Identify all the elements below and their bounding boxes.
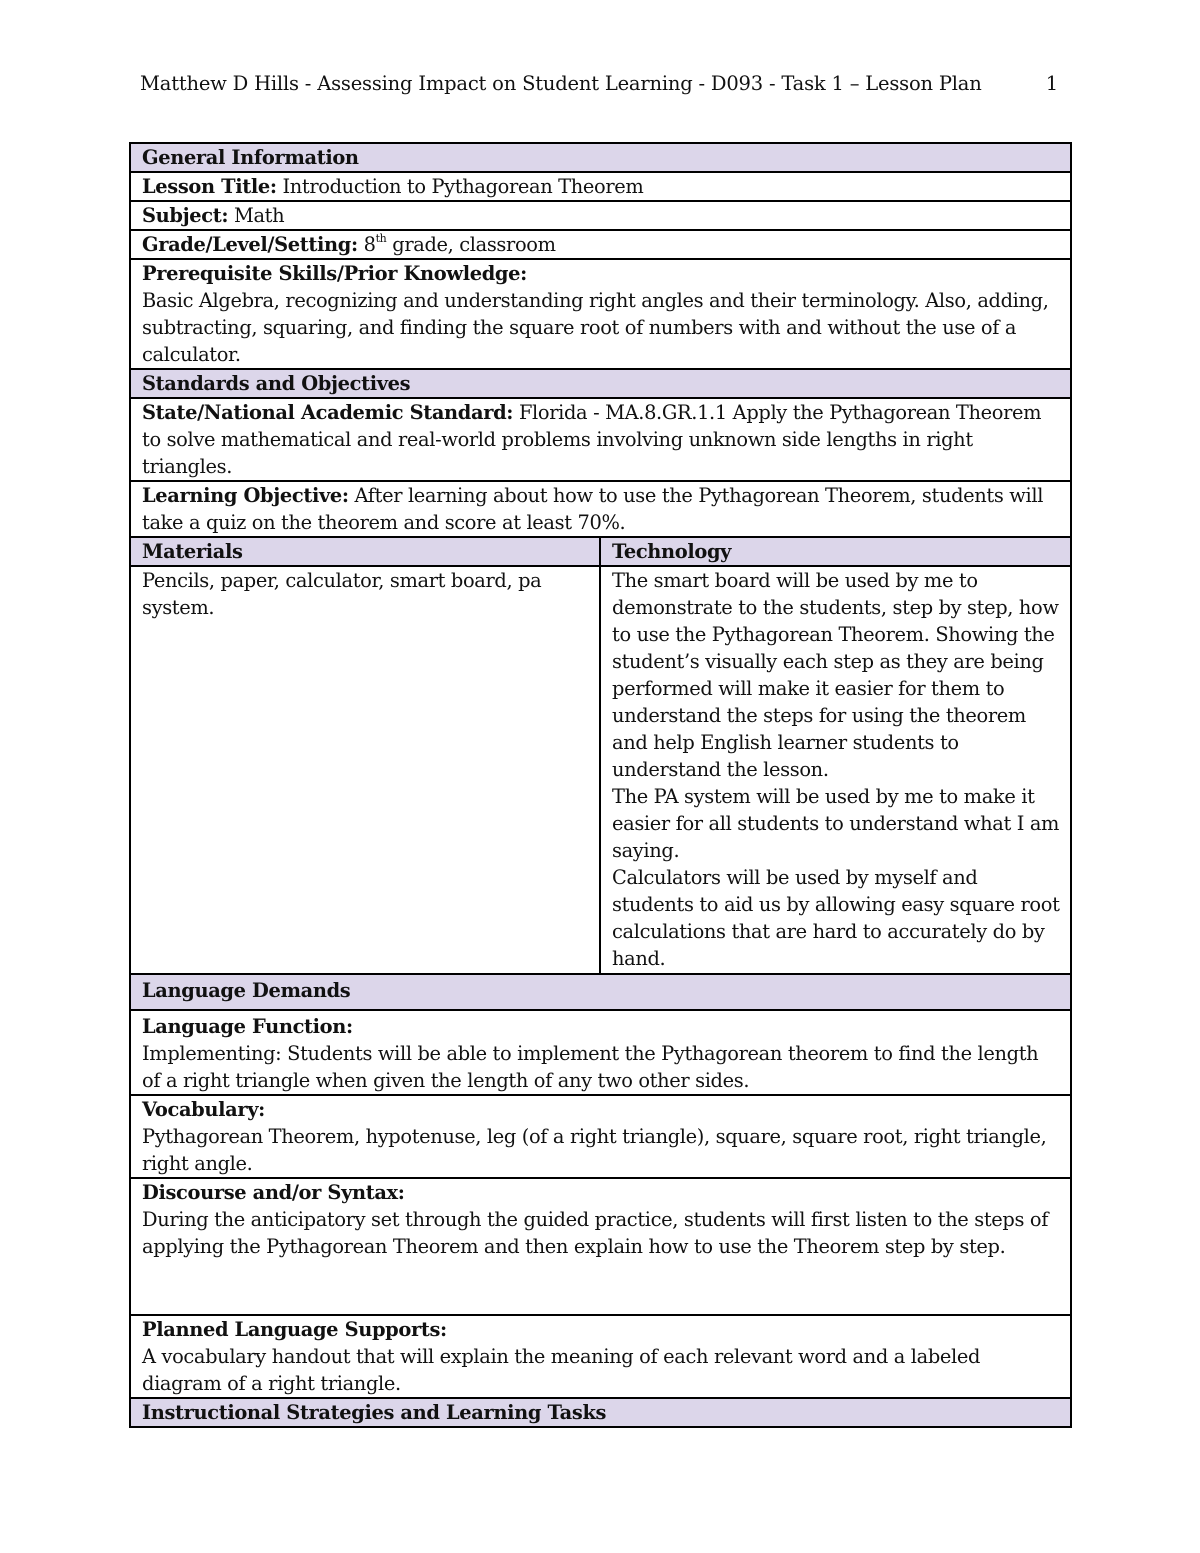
subject-label: Subject: [142, 204, 229, 227]
prerequisite-text: Basic Algebra, recognizing and understanding right angles and their terminology. Also, adding, subtracting, squaring, and finding the square root of numbers with and without the use of a calculator. [142, 289, 1049, 366]
lesson-plan-table [129, 142, 1072, 1428]
grade-rest: grade, classroom [392, 233, 556, 256]
grade-label: Grade/Level/Setting: [142, 233, 358, 256]
vocabulary-row [130, 1095, 1071, 1178]
discourse-row [130, 1178, 1071, 1315]
page-number: 1 [1045, 72, 1058, 95]
grade-row [130, 230, 1071, 259]
discourse-text: During the anticipatory set through the guided practice, students will first listen to the steps of applying the Pythagorean Theorem and then explain how to use the Theorem step by step. [142, 1208, 1049, 1258]
prerequisite-row [130, 259, 1071, 369]
grade-number: 8 [363, 233, 376, 256]
instructional-strategies-heading: Instructional Strategies and Learning Tasks [130, 1398, 1071, 1427]
technology-heading: Technology [600, 537, 1071, 566]
standard-text: Florida - MA.8.GR.1.1 Apply the Pythagorean Theorem to solve mathematical and real-world problems involving unknown side lengths in right triangles. [142, 401, 1042, 478]
vocabulary-label: Vocabulary: [142, 1098, 265, 1121]
materials-heading: Materials [130, 537, 600, 566]
technology-cell [600, 566, 1071, 974]
standard-label: State/National Academic Standard: [142, 401, 514, 424]
technology-para-1: The smart board will be used by me to demonstrate to the students, step by step, how to use the Pythagorean Theorem. Showing the student’s visually each step as they are being performed will make it easier for them to understand the steps for using the theorem and help English learner students to understand the lesson. [612, 569, 1059, 781]
language-supports-text: A vocabulary handout that will explain the meaning of each relevant word and a labeled diagram of a right triangle. [142, 1345, 981, 1395]
objective-row [130, 481, 1071, 537]
general-information-heading: General Information [130, 143, 1071, 172]
objective-text: After learning about how to use the Pythagorean Theorem, students will take a quiz on the theorem and score at least 70%. [142, 484, 1044, 534]
header-title: Matthew D Hills - Assessing Impact on Student Learning - D093 - Task 1 – Lesson Plan [140, 72, 982, 95]
lesson-title-value: Introduction to Pythagorean Theorem [282, 175, 644, 198]
objective-label: Learning Objective: [142, 484, 349, 507]
language-function-text: Implementing: Students will be able to implement the Pythagorean theorem to find the length of a right triangle when given the length of any two other sides. [142, 1042, 1039, 1092]
standards-objectives-heading: Standards and Objectives [130, 369, 1071, 398]
subject-value: Math [233, 204, 285, 227]
discourse-label: Discourse and/or Syntax: [142, 1181, 405, 1204]
language-demands-heading: Language Demands [130, 974, 1071, 1010]
language-supports-row [130, 1315, 1071, 1398]
materials-cell [130, 566, 600, 974]
language-function-row [130, 1010, 1071, 1095]
lesson-title-label: Lesson Title: [142, 175, 277, 198]
language-supports-label: Planned Language Supports: [142, 1318, 447, 1341]
prerequisite-label: Prerequisite Skills/Prior Knowledge: [142, 262, 527, 285]
page-header [140, 72, 1060, 102]
grade-suffix: th [375, 232, 387, 245]
lesson-title-row [130, 172, 1071, 201]
technology-para-2: The PA system will be used by me to make it easier for all students to understand what I am saying. [612, 785, 1060, 862]
subject-row [130, 201, 1071, 230]
language-function-label: Language Function: [142, 1015, 353, 1038]
standard-row [130, 398, 1071, 481]
vocabulary-text: Pythagorean Theorem, hypotenuse, leg (of a right triangle), square, square root, right triangle, right angle. [142, 1125, 1047, 1175]
materials-text: Pencils, paper, calculator, smart board, pa system. [142, 569, 542, 619]
technology-para-3: Calculators will be used by myself and students to aid us by allowing easy square root calculations that are hard to accurately do by hand. [612, 866, 1060, 970]
